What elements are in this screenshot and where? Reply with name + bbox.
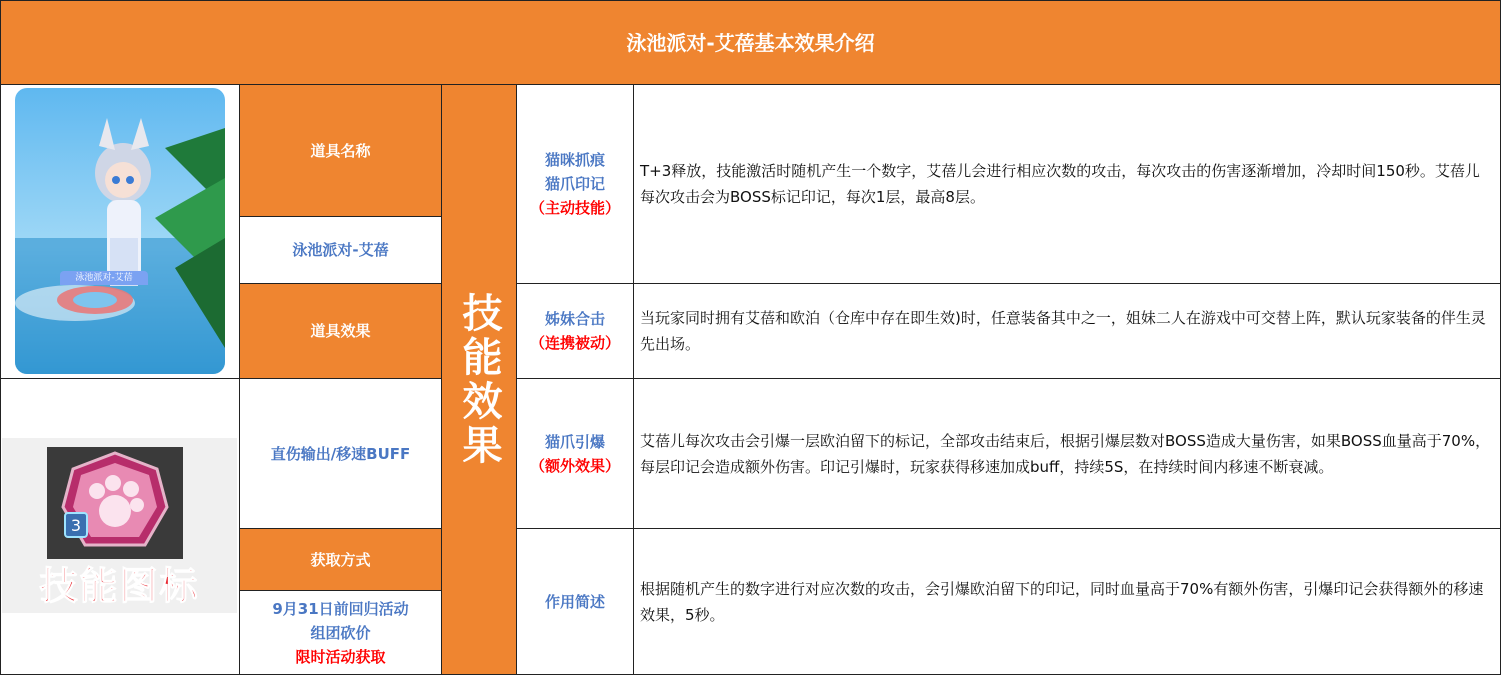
skill-2-name-line-1: 姊妹合击 [544,310,605,328]
skill-1-name-line-1: 猫咪抓痕 [544,151,605,169]
item-effect-label [239,283,442,379]
skill-3-name-line-1: 猫爪引爆 [544,432,605,451]
obtain-method-label-text: 获取方式 [310,550,371,569]
obtain-line-2: 组团砍价 [310,623,371,642]
item-name-label-text: 道具名称 [310,141,371,160]
obtain-method-lines [272,597,408,669]
page-title-text: 泳池派对-艾蓓基本效果介绍 [626,30,875,55]
skill-1-type: （主动技能） [529,199,620,217]
page-title [0,0,1501,85]
skill-3-desc-text: 艾蓓儿每次攻击会引爆一层欧泊留下的标记，全部攻击结束后，根据引爆层数对BOSS造成大量伤害，如果BOSS血量高于70%，每层印记会造成额外伤害。印记引爆时，玩家获得移速加成buff，持续5S，在持续时间内移速不断衰减。 [640,431,1491,476]
summary-desc-text: 根据随机产生的数字进行对应次数的攻击，会引爆欧泊留下的印记，同时血量高于70%有额外伤害，引爆印记会获得额外的移速效果，5秒。 [640,579,1484,624]
skill-icon-panel [2,438,237,613]
character-portrait [15,88,225,374]
skill-2-desc-text: 当玩家同时拥有艾蓓和欧泊（仓库中存在即生效)时，任意装备其中之一，姐妹二人在游戏中可交替上阵，默认玩家装备的伴生灵先出场。 [640,309,1486,353]
obtain-method-value [239,590,442,675]
obtain-line-3: 限时活动获取 [295,647,386,666]
skill-effect-label [441,84,517,675]
item-name-label [239,84,442,217]
skill-3-type: （额外效果） [529,456,620,475]
item-name-value-text: 泳池派对-艾蓓 [292,241,389,259]
item-effect-value-text: 直伤输出/移速BUFF [270,444,411,463]
skill-effect-label-text: 技能效果 [456,291,502,468]
obtain-line-1: 9月31日前回归活动 [272,599,409,618]
item-effect-value [239,378,442,529]
obtain-method-label [239,528,442,591]
character-caption: 泳池派对-艾蓓 [60,271,148,285]
skill-1-desc [633,84,1501,284]
skill-icon-caption: 技能图标 [39,564,200,608]
skill-3-name [516,378,634,529]
skill-2-type: （连携被动） [529,334,620,352]
skill-level-text: 3 [70,516,82,535]
item-effect-label-text: 道具效果 [310,322,371,340]
summary-name [516,528,634,675]
paw-badge-icon [47,447,183,559]
summary-desc [633,528,1501,675]
skill-2-desc [633,283,1501,379]
skill-2-name [516,283,634,379]
skill-1-desc-text: T+3释放，技能激活时随机产生一个数字，艾蓓儿会进行相应次数的攻击，每次攻击的伤害逐渐增加，冷却时间150秒。艾蓓儿每次攻击会为BOSS标记印记，每次1层，最高8层。 [640,162,1480,206]
skill-3-desc [633,378,1501,529]
skill-1-name-line-2: 猫爪印记 [544,175,605,193]
summary-name-text: 作用简述 [544,592,605,611]
item-name-value [239,216,442,284]
skill-icon [47,447,183,559]
skill-1-name [516,84,634,284]
character-art [15,88,225,374]
